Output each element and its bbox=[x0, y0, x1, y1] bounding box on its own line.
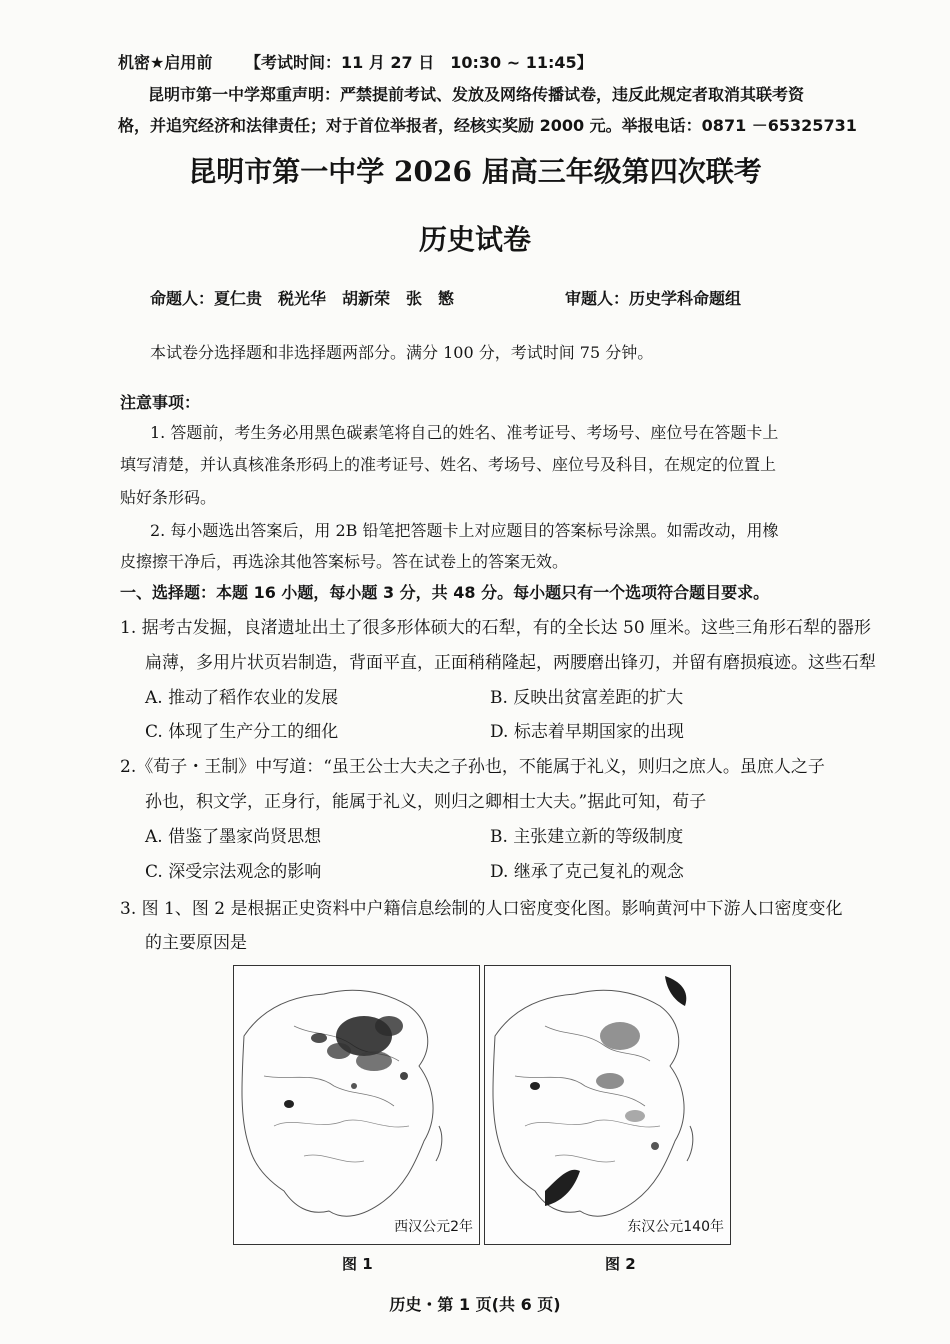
map-figure-1 bbox=[233, 965, 480, 1245]
q1-option-d[interactable]: D. 标志着早期国家的出现 bbox=[490, 722, 684, 742]
q1-option-a[interactable]: A. 推动了稻作农业的发展 bbox=[145, 688, 339, 708]
note-1-line-3: 贴好条形码。 bbox=[120, 488, 217, 507]
q2-stem-line-1: 2.《荀子・王制》中写道：“虽王公士大夫之子孙也，不能属于礼义，则归之庶人。虽庶人之子 bbox=[120, 757, 825, 777]
q3-stem-line-1: 3. 图 1、图 2 是根据正史资料中户籍信息绘制的人口密度变化图。影响黄河中下游人口密度变化 bbox=[120, 899, 843, 919]
reviewer: 审题人：历史学科命题组 bbox=[565, 289, 742, 308]
setters: 命题人：夏仁贵 税光华 胡新荣 张 慜 bbox=[150, 289, 455, 308]
exam-intro: 本试卷分选择题和非选择题两部分。满分 100 分，考试时间 75 分钟。 bbox=[150, 343, 654, 362]
confidential-mark: 机密★启用前 bbox=[118, 53, 213, 72]
q1-option-b[interactable]: B. 反映出贫富差距的扩大 bbox=[490, 688, 684, 708]
q2-stem-line-2: 孙也，积文学，正身行，能属于礼义，则归之卿相士大夫。”据此可知，荀子 bbox=[145, 792, 707, 812]
exam-title: 昆明市第一中学 2026 届高三年级第四次联考 bbox=[188, 155, 762, 188]
q1-option-c[interactable]: C. 体现了生产分工的细化 bbox=[145, 722, 339, 742]
figure-1-caption: 图 1 bbox=[342, 1255, 373, 1273]
exam-time: 【考试时间：11 月 27 日 10:30 ~ 11:45】 bbox=[245, 53, 593, 72]
q2-option-b[interactable]: B. 主张建立新的等级制度 bbox=[490, 827, 684, 847]
section-heading: 一、选择题：本题 16 小题，每小题 3 分，共 48 分。每小题只有一个选项符合题目要求。 bbox=[120, 583, 770, 602]
map-2-label: 东汉公元140年 bbox=[627, 1216, 724, 1236]
note-1-line-1: 1. 答题前，考生务必用黑色碳素笔将自己的姓名、准考证号、考场号、座位号在答题卡上 bbox=[150, 423, 779, 442]
notice-line-1: 昆明市第一中学郑重声明：严禁提前考试、发放及网络传播试卷，违反此规定者取消其联考资 bbox=[148, 85, 805, 104]
q1-stem-line-1: 1. 据考古发掘，良渚遗址出土了很多形体硕大的石犁，有的全长达 50 厘米。这些三角形石犁的器形 bbox=[120, 618, 872, 638]
subject-title: 历史试卷 bbox=[418, 223, 531, 256]
map-1-drawing bbox=[234, 966, 479, 1244]
q2-option-a[interactable]: A. 借鉴了墨家尚贤思想 bbox=[145, 827, 322, 847]
map-2-drawing bbox=[485, 966, 730, 1244]
notes-heading: 注意事项： bbox=[120, 393, 201, 412]
map-figure-2 bbox=[484, 965, 731, 1245]
notice-line-2: 格，并追究经济和法律责任；对于首位举报者，经核实奖励 2000 元。举报电话：0871 －65325731 bbox=[118, 116, 857, 135]
q1-stem-line-2: 扁薄，多用片状页岩制造，背面平直，正面稍稍隆起，两腰磨出锋刃，并留有磨损痕迹。这些石犁 bbox=[145, 653, 876, 673]
note-2-line-1: 2. 每小题选出答案后，用 2B 铅笔把答题卡上对应题目的答案标号涂黑。如需改动，用橡 bbox=[150, 521, 779, 540]
q2-option-d[interactable]: D. 继承了克己复礼的观念 bbox=[490, 862, 684, 882]
page-footer: 历史・第 1 页(共 6 页) bbox=[389, 1295, 561, 1314]
q2-option-c[interactable]: C. 深受宗法观念的影响 bbox=[145, 862, 322, 882]
figure-2-caption: 图 2 bbox=[605, 1255, 636, 1273]
note-1-line-2: 填写清楚，并认真核准条形码上的准考证号、姓名、考场号、座位号及科目，在规定的位置上 bbox=[120, 455, 777, 474]
map-1-label: 西汉公元2年 bbox=[394, 1216, 473, 1236]
note-2-line-2: 皮擦擦干净后，再选涂其他答案标号。答在试卷上的答案无效。 bbox=[120, 552, 569, 571]
q3-stem-line-2: 的主要原因是 bbox=[145, 933, 247, 953]
